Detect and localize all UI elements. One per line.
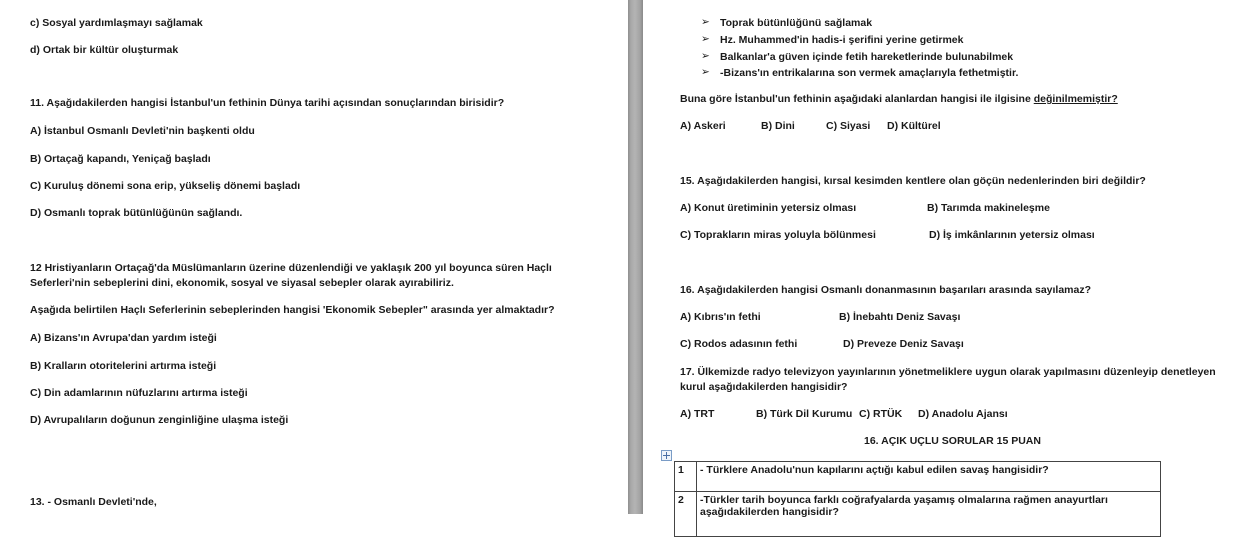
q17-question-line1: 17. Ülkemizde radyo televizyon yayınlarının yönetmeliklere uygun olarak yapılmasını düzenleyip denetleyen [680,366,1216,378]
q12-option-c: C) Din adamlarının nüfuzlarını artırma isteği [30,387,248,399]
arrow-bullet-icon: ➢ [701,66,710,78]
q14-option-a: A) Askeri [680,120,726,132]
q14-option-c: C) Siyasi [826,120,871,132]
question-text[interactable]: - Türklere Anadolu'nun kapılarını açtığı kabul edilen savaş hangisidir? [697,462,1161,492]
q15-option-a: A) Konut üretiminin yetersiz olması [680,202,857,214]
q10-option-d: d) Ortak bir kültür oluşturmak [30,44,179,56]
q12-intro-line2: Seferleri'nin sebeplerini dini, ekonomik, sosyal ve siyasal sebepler olarak ayırabiliriz. [30,277,454,289]
q17-option-b: B) Türk Dil Kurumu [756,408,853,420]
q15-option-c: C) Toprakların miras yoluyla bölünmesi [680,229,876,241]
q17-option-a: A) TRT [680,408,715,420]
arrow-bullet-icon: ➢ [701,50,710,62]
table-move-handle-icon[interactable] [661,450,672,461]
right-document-page [643,0,1237,514]
question-text[interactable]: -Türkler tarih boyunca farklı coğrafyalarda yaşamış olmalarına rağmen anayurtları aşağıdakilerden hangisidir? [697,492,1161,537]
q14-bullet: -Bizans'ın entrikalarına son vermek amaçlarıyla fethetmiştir. [720,67,1019,79]
q12-intro-line1: 12 Hristiyanların Ortaçağ'da Müslümanların üzerine düzenlendiği ve yaklaşık 200 yıl boyunca süren Haçlı [30,262,552,274]
q16-question: 16. Aşağıdakilerden hangisi Osmanlı donanmasının başarıları arasında sayılamaz? [680,284,1092,296]
q12-option-b: B) Kralların otoritelerini artırma isteği [30,360,217,372]
q12-option-d: D) Avrupalıların doğunun zenginliğine ulaşma isteği [30,414,289,426]
q17-option-d: D) Anadolu Ajansı [918,408,1008,420]
q12-option-a: A) Bizans'ın Avrupa'dan yardım isteği [30,332,217,344]
arrow-bullet-icon: ➢ [701,16,710,28]
q12-question: Aşağıda belirtilen Haçlı Seferlerinin sebeplerinden hangisi 'Ekonomik Sebepler" arasında yer almaktadır? [30,304,555,316]
q14-option-d: D) Kültürel [887,120,941,132]
q16-option-b: B) İnebahtı Deniz Savaşı [839,311,961,323]
q17-option-c: C) RTÜK [859,408,903,420]
q14-question-underlined: değinilmemiştir? [1033,93,1118,105]
q14-question-prefix: Buna göre İstanbul'un fethinin aşağıdaki alanlardan hangisi ile ilgisine [680,93,1034,105]
q14-bullet: Balkanlar'a güven içinde fetih hareketlerinde bulunabilmek [720,51,1014,63]
question-number: 1 [675,462,697,492]
q16-option-c: C) Rodos adasının fethi [680,338,798,350]
q11-option-c: C) Kuruluş dönemi sona erip, yükseliş dönemi başladı [30,180,301,192]
q11-option-a: A) İstanbul Osmanlı Devleti'nin başkenti oldu [30,125,255,137]
open-questions-table [674,461,1161,537]
q14-bullet: Hz. Muhammed'in hadis-i şerifini yerine getirmek [720,34,964,46]
q11-question: 11. Aşağıdakilerden hangisi İstanbul'un fethinin Dünya tarihi açısından sonuçlarından birisidir? [30,97,505,109]
q15-option-b: B) Tarımda makineleşme [927,202,1050,214]
question-number: 2 [675,492,697,537]
q10-option-c: c) Sosyal yardımlaşmayı sağlamak [30,17,203,29]
q16-option-d: D) Preveze Deniz Savaşı [843,338,964,350]
q14-option-b: B) Dini [761,120,795,132]
arrow-bullet-icon: ➢ [701,33,710,45]
table-row [675,462,1161,492]
q11-option-b: B) Ortaçağ kapandı, Yeniçağ başladı [30,153,211,165]
left-document-page [0,0,628,514]
q16-option-a: A) Kıbrıs'ın fethi [680,311,761,323]
page-separator [628,0,643,514]
q14-bullet: Toprak bütünlüğünü sağlamak [720,17,873,29]
table-row [675,492,1161,537]
q15-question: 15. Aşağıdakilerden hangisi, kırsal kesimden kentlere olan göçün nedenlerinden biri değildir? [680,175,1146,187]
q15-option-d: D) İş imkânlarının yetersiz olması [929,229,1095,241]
q11-option-d: D) Osmanlı toprak bütünlüğünün sağlandı. [30,207,243,219]
q13-start: 13. - Osmanlı Devleti'nde, [30,496,157,508]
q14-question [680,93,1118,106]
q17-question-line2: kurul aşağıdakilerden hangisidir? [680,381,848,393]
section-title: 16. AÇIK UÇLU SORULAR 15 PUAN [864,435,1041,447]
